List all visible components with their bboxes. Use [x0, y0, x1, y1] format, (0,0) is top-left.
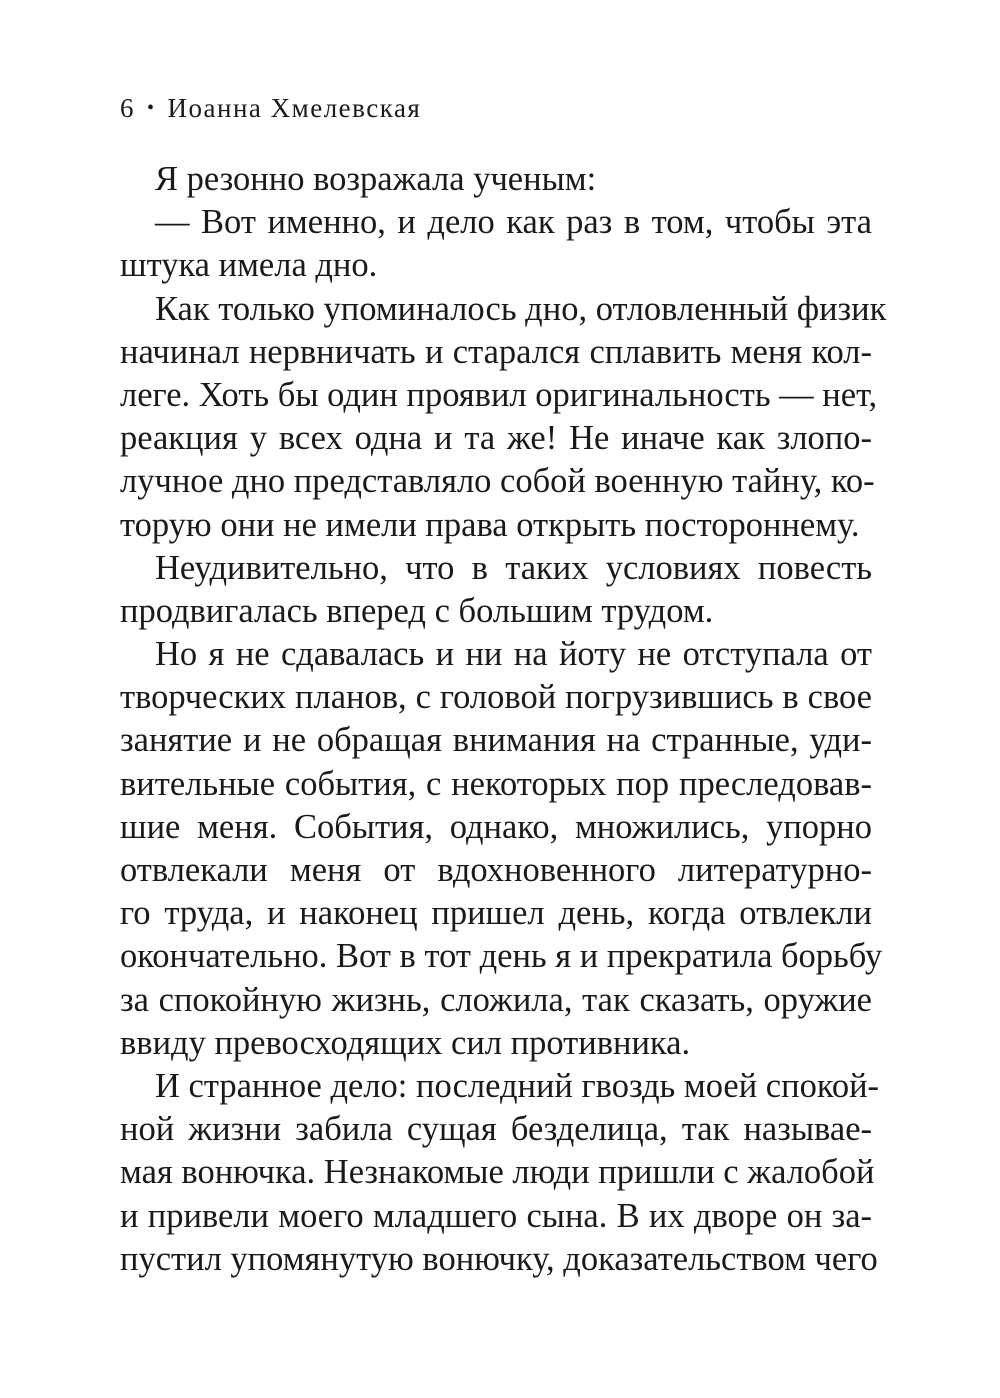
text-line: окончательно. Вот в тот день я и прекратила борьбу	[120, 937, 883, 976]
text-line: шие меня. События, однако, множились, упорно	[120, 807, 872, 846]
text-line: пустил упомянутую вонючку, доказательством чего	[120, 1239, 878, 1278]
text-line: занятие и не обращая внимания на странные, уди-	[120, 721, 872, 760]
text-line: реакция у всех одна и та же! Не иначе как злопо-	[120, 419, 872, 458]
text-line: Как только упоминалось дно, отловленный физик	[155, 289, 887, 328]
text-line: и привели моего младшего сына. В их дворе он за-	[120, 1196, 872, 1235]
text-line: леге. Хоть бы один проявил оригинальность — нет,	[120, 375, 878, 414]
running-head	[120, 88, 421, 128]
text-line: ввиду превосходящих сил противника.	[120, 1023, 691, 1062]
text-line: лучное дно представляло собой военную тайну, ко-	[120, 462, 875, 501]
text-line: мая вонючка. Незнакомые люди пришли с жалобой	[120, 1153, 875, 1192]
text-line: — Вот именно, и дело как раз в том, чтобы эта	[155, 203, 872, 242]
text-line: И странное дело: последний гвоздь моей спокой-	[155, 1066, 880, 1105]
text-line: Но я не сдавалась и ни на йоту не отступала от	[155, 635, 872, 674]
text-line: за спокойную жизнь, сложила, так сказать, оружие	[120, 980, 872, 1019]
text-line: вительные события, с некоторых пор преследовав-	[120, 764, 872, 803]
body-text	[120, 158, 887, 1281]
text-line: торую они не имели права открыть постороннему.	[120, 505, 860, 544]
text-line: штука имела дно.	[120, 246, 378, 285]
author-name: Иоанна Хмелевская	[167, 93, 422, 123]
text-line: ной жизни забила сущая безделица, так называе-	[120, 1110, 872, 1149]
text-line: Неудивительно, что в таких условиях повесть	[155, 548, 872, 587]
text-line: продвигалась вперед с большим трудом.	[120, 591, 714, 630]
separator-dot: •	[147, 97, 156, 119]
page-number: 6	[120, 93, 135, 123]
text-line: отвлекали меня от вдохновенного литературно-	[120, 851, 872, 889]
text-line: Я резонно возражала ученым:	[155, 160, 597, 198]
text-line: начинал нервничать и старался сплавить меня кол-	[120, 332, 872, 371]
text-line: го труда, и наконец пришел день, когда отвлекли	[120, 894, 872, 933]
text-line: творческих планов, с головой погрузившись в свое	[120, 678, 872, 717]
